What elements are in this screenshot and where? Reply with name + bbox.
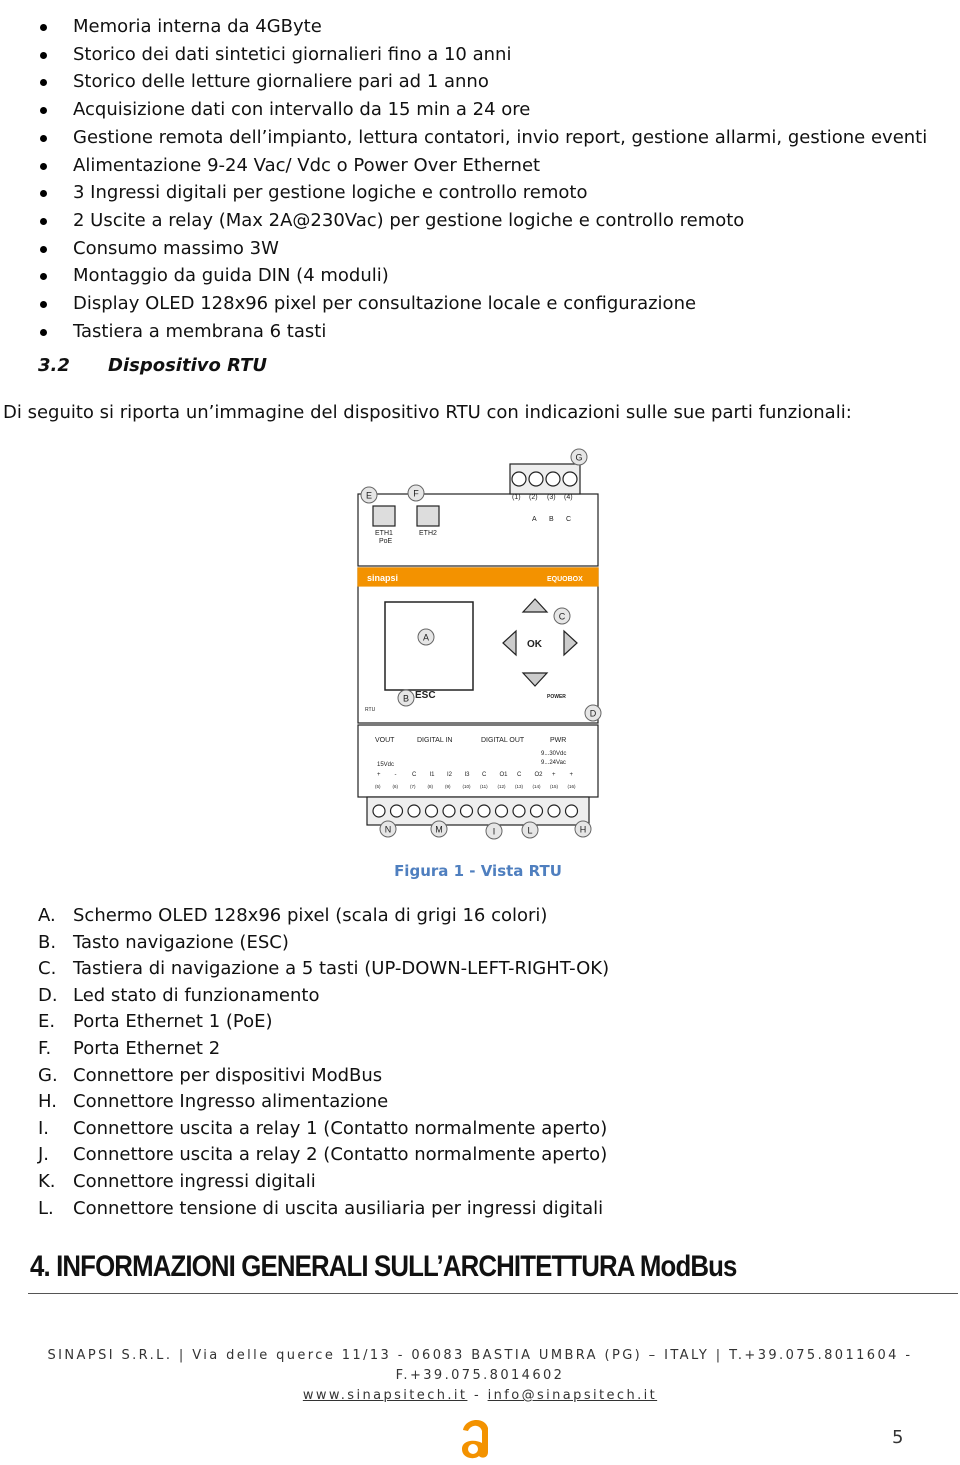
feature-text: 2 Uscite a relay (Max 2A@230Vac) per gestione logiche e controllo remoto bbox=[73, 209, 745, 231]
poe-label: PoE bbox=[379, 538, 393, 545]
feature-text: Montaggio da guida DIN (4 moduli) bbox=[73, 265, 389, 287]
bullet-icon bbox=[40, 163, 47, 170]
key-down bbox=[523, 673, 547, 686]
terminal-screw bbox=[426, 805, 438, 817]
feature-text: Storico dei dati sintetici giornalieri fino a 10 anni bbox=[73, 43, 512, 65]
legend-letter: D. bbox=[38, 984, 58, 1006]
pin-label: O2 bbox=[534, 772, 543, 778]
terminal-number: (10) bbox=[462, 784, 471, 789]
group-pwr: PWR bbox=[550, 737, 567, 744]
legend-letter: L. bbox=[38, 1197, 54, 1219]
terminal-number: (14) bbox=[532, 784, 541, 789]
marker-h-label: H bbox=[579, 824, 587, 835]
legend-letter: E. bbox=[38, 1011, 56, 1033]
legend-letter: F. bbox=[38, 1038, 52, 1059]
terminal-number: (13) bbox=[515, 784, 524, 789]
legend-letter: I. bbox=[38, 1117, 50, 1139]
bullet-icon bbox=[40, 329, 47, 336]
bottom-terminal-labels bbox=[375, 784, 576, 789]
rtu-device-figure bbox=[355, 446, 605, 841]
pin-label: I1 bbox=[429, 772, 435, 778]
legend-letter: G. bbox=[38, 1064, 58, 1086]
eth1-port bbox=[373, 506, 395, 526]
page-number: 5 bbox=[892, 1427, 904, 1448]
pin-label: - bbox=[394, 772, 397, 778]
feature-text: Storico delle letture giornaliere pari ad 1 anno bbox=[73, 71, 489, 93]
legend-text: Tasto navigazione (ESC) bbox=[73, 931, 289, 953]
marker-c-label: C bbox=[558, 611, 566, 622]
terminal-number: (8) bbox=[427, 784, 433, 789]
terminal-number: (11) bbox=[480, 784, 488, 789]
eth2-port bbox=[417, 506, 439, 526]
website-link[interactable]: www.sinapsitech.it bbox=[302, 1388, 468, 1403]
side-text: RTU bbox=[365, 707, 376, 713]
vout-value: 15Vdc bbox=[377, 762, 395, 768]
esc-label: ESC bbox=[415, 690, 436, 701]
feature-text: Memoria interna da 4GByte bbox=[73, 16, 322, 37]
section-number: 3.2 bbox=[38, 355, 70, 376]
pin-label: + bbox=[377, 772, 381, 778]
pwr-value-dc: 9...30Vdc bbox=[541, 751, 567, 757]
bullet-icon bbox=[40, 273, 47, 280]
marker-a-label: A bbox=[422, 632, 430, 643]
pin-label: O1 bbox=[499, 772, 508, 778]
screw-1 bbox=[512, 472, 526, 486]
legend-letter: J. bbox=[38, 1144, 50, 1166]
feature-text: Tastiera a membrana 6 tasti bbox=[73, 320, 327, 342]
bullet-icon bbox=[40, 107, 47, 114]
footer-contacts bbox=[0, 1388, 960, 1403]
chapter-heading: 4. INFORMAZIONI GENERALI SULL’ARCHITETTURA ModBus bbox=[30, 1250, 737, 1283]
feature-text: 3 Ingressi digitali per gestione logiche e controllo remoto bbox=[73, 182, 588, 204]
pwr-value-ac: 9...24Vac bbox=[541, 760, 566, 766]
terminal-number: (5) bbox=[375, 784, 381, 789]
legend-text: Connettore ingressi digitali bbox=[73, 1171, 316, 1192]
key-right bbox=[564, 631, 577, 655]
pin-label: C bbox=[412, 772, 417, 778]
pin-label: I2 bbox=[447, 772, 453, 778]
screw-4 bbox=[563, 472, 577, 486]
signal-a: A bbox=[532, 516, 537, 523]
marker-m-label: M bbox=[435, 824, 443, 835]
terminal-number: (7) bbox=[410, 784, 416, 789]
bullet-icon bbox=[40, 218, 47, 225]
marker-b-label: B bbox=[402, 693, 410, 704]
terminal-screw bbox=[496, 805, 508, 817]
feature-text: Acquisizione dati con intervallo da 15 min a 24 ore bbox=[73, 99, 531, 121]
brand-label: sinapsi bbox=[367, 573, 399, 583]
pin-label: C bbox=[517, 772, 522, 778]
legend-letter: B. bbox=[38, 931, 57, 953]
legend-text: Connettore tensione di uscita ausiliaria per ingressi digitali bbox=[73, 1197, 604, 1219]
screw-3 bbox=[546, 472, 560, 486]
intro-paragraph: Di seguito si riporta un’immagine del dispositivo RTU con indicazioni sulle sue parti funzionali: bbox=[3, 402, 852, 423]
marker-n-label: N bbox=[384, 824, 392, 835]
pin-label: I3 bbox=[464, 772, 470, 778]
feature-text: Consumo massimo 3W bbox=[73, 237, 279, 259]
section-title: Dispositivo RTU bbox=[108, 355, 268, 376]
marker-g-label: G bbox=[575, 452, 583, 463]
ok-label: OK bbox=[527, 639, 542, 650]
marker-e-label: E bbox=[365, 490, 373, 501]
legend-letter: A. bbox=[38, 905, 56, 926]
bullet-icon bbox=[40, 52, 47, 59]
key-left bbox=[503, 631, 516, 655]
top-terminal-1: (1) bbox=[512, 494, 521, 501]
footer-address: SINAPSI S.R.L. | Via delle querce 11/13 - 06083 BASTIA UMBRA (PG) – ITALY | T.+39.075.8011604 - bbox=[47, 1348, 913, 1363]
terminal-number: (6) bbox=[392, 784, 398, 789]
legend-text: Connettore uscita a relay 1 (Contatto normalmente aperto) bbox=[73, 1117, 608, 1139]
legend-text: Connettore per dispositivi ModBus bbox=[73, 1064, 383, 1086]
pin-label: + bbox=[552, 772, 556, 778]
group-din: DIGITAL IN bbox=[417, 737, 453, 744]
email-link[interactable]: info@sinapsitech.it bbox=[487, 1388, 658, 1403]
terminal-screw bbox=[408, 805, 420, 817]
bullet-icon bbox=[40, 79, 47, 86]
terminal-screw bbox=[513, 805, 525, 817]
sinapsi-logo bbox=[455, 1412, 495, 1462]
legend-letter: K. bbox=[38, 1171, 56, 1192]
figure-caption: Figura 1 - Vista RTU bbox=[394, 862, 562, 880]
legend-letter: C. bbox=[38, 958, 57, 980]
model-label: EQUOBOX bbox=[547, 576, 583, 583]
group-vout: VOUT bbox=[375, 737, 395, 744]
terminal-screw bbox=[531, 805, 543, 817]
pin-label: C bbox=[482, 772, 487, 778]
bullet-icon bbox=[40, 24, 47, 31]
top-module bbox=[358, 494, 598, 566]
bullet-icon bbox=[40, 190, 47, 197]
bottom-pin-labels bbox=[377, 772, 574, 778]
bullet-icon bbox=[40, 301, 47, 308]
legend-text: Connettore uscita a relay 2 (Contatto normalmente aperto) bbox=[73, 1144, 608, 1166]
legend-text: Porta Ethernet 1 (PoE) bbox=[73, 1011, 273, 1033]
eth2-label: ETH2 bbox=[419, 530, 437, 537]
key-up bbox=[523, 599, 547, 612]
legend-text: Led stato di funzionamento bbox=[73, 984, 320, 1006]
terminal-screw bbox=[461, 805, 473, 817]
marker-l-label: L bbox=[527, 825, 533, 836]
legend-text: Schermo OLED 128x96 pixel (scala di grigi 16 colori) bbox=[73, 905, 548, 926]
terminal-screw bbox=[443, 805, 455, 817]
terminal-screw bbox=[548, 805, 560, 817]
footer-separator: - bbox=[467, 1388, 488, 1403]
heading-rule bbox=[28, 1293, 958, 1294]
terminal-number: (16) bbox=[567, 784, 576, 789]
feature-text: Gestione remota dell’impianto, lettura contatori, invio report, gestione allarmi, gestione eventi bbox=[73, 126, 928, 148]
terminal-screw bbox=[373, 805, 385, 817]
marker-d-label: D bbox=[589, 708, 597, 719]
marker-f-label: F bbox=[413, 488, 419, 499]
marker-i-label: I bbox=[492, 826, 496, 837]
eth1-label: ETH1 bbox=[375, 530, 393, 537]
top-terminal-2: (2) bbox=[529, 494, 538, 501]
feature-text: Alimentazione 9-24 Vac/ Vdc o Power Over Ethernet bbox=[73, 154, 541, 176]
legend-text: Porta Ethernet 2 bbox=[73, 1038, 221, 1059]
legend-letter: H. bbox=[38, 1091, 57, 1113]
legend-text: Tastiera di navigazione a 5 tasti (UP-DOWN-LEFT-RIGHT-OK) bbox=[73, 958, 610, 980]
screw-2 bbox=[529, 472, 543, 486]
signal-b: B bbox=[549, 516, 554, 523]
feature-text: Display OLED 128x96 pixel per consultazione locale e configurazione bbox=[73, 293, 697, 314]
terminal-number: (9) bbox=[445, 784, 451, 789]
pin-label: + bbox=[569, 772, 574, 778]
bullet-icon bbox=[40, 246, 47, 253]
signal-c: C bbox=[566, 516, 572, 523]
bullet-icon bbox=[40, 135, 47, 142]
terminal-number: (15) bbox=[550, 784, 559, 789]
top-terminal-3: (3) bbox=[547, 494, 556, 501]
footer-fax: F.+39.075.8014602 bbox=[395, 1368, 565, 1383]
terminal-screw bbox=[478, 805, 490, 817]
terminal-screw bbox=[391, 805, 403, 817]
terminal-number: (12) bbox=[497, 784, 506, 789]
power-label: POWER bbox=[547, 694, 566, 700]
group-dout: DIGITAL OUT bbox=[481, 737, 525, 744]
terminal-screw bbox=[566, 805, 578, 817]
top-terminal-4: (4) bbox=[564, 494, 573, 501]
legend-text: Connettore Ingresso alimentazione bbox=[73, 1091, 389, 1113]
oled-screen bbox=[385, 602, 473, 690]
